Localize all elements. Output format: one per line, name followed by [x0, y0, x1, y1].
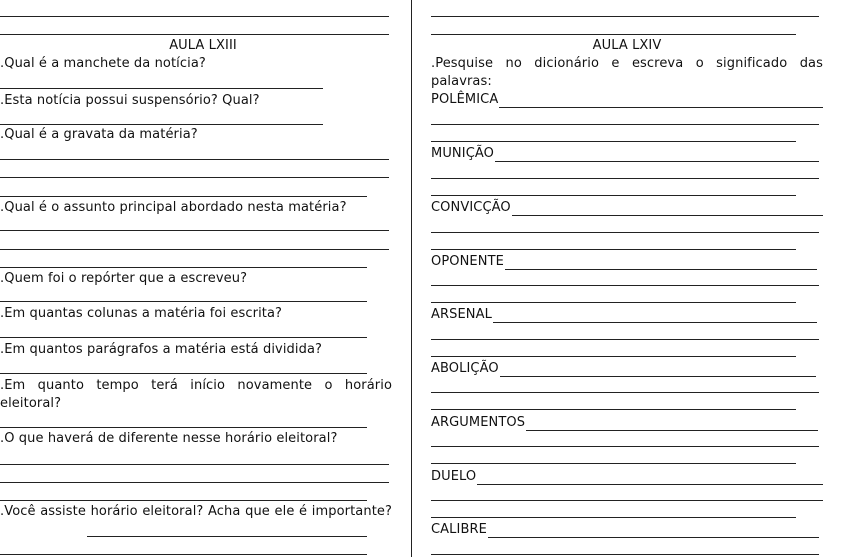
answer-line[interactable]: [431, 446, 819, 447]
question-text: .Você assiste horário eleitoral? Acha que ele é importante?: [0, 504, 392, 519]
lesson-title: AULA LXIII: [169, 38, 237, 53]
answer-line[interactable]: [431, 463, 796, 464]
answer-line[interactable]: [87, 536, 367, 537]
lesson-title: AULA LXIV: [592, 38, 662, 53]
vocabulary-entry[interactable]: [431, 467, 823, 485]
answer-line[interactable]: [431, 302, 796, 303]
answer-line[interactable]: [499, 95, 823, 108]
vocabulary-entry[interactable]: [431, 520, 819, 538]
vocabulary-entry[interactable]: [431, 144, 819, 162]
answer-line[interactable]: [0, 427, 367, 428]
answer-line[interactable]: [431, 500, 823, 501]
question-text: .O que haverá de diferente nesse horário eleitoral?: [0, 431, 338, 446]
answer-line[interactable]: [0, 249, 389, 250]
question-text: .Qual é a manchete da notícia?: [0, 56, 206, 71]
answer-line[interactable]: [0, 196, 367, 197]
instruction-text: .Pesquise no dicionário e escreva o significado das palavras:: [431, 56, 823, 89]
vocabulary-word: DUELO: [431, 469, 477, 484]
question-text: .Quem foi o repórter que a escreveu?: [0, 271, 248, 286]
answer-line[interactable]: [0, 177, 389, 178]
vocabulary-word: MUNIÇÃO: [431, 146, 494, 161]
vocabulary-word: CONVICÇÃO: [431, 200, 511, 215]
answer-line[interactable]: [0, 554, 367, 555]
answer-line[interactable]: [0, 267, 367, 268]
answer-line[interactable]: [0, 500, 367, 501]
vocabulary-word: ARGUMENTOS: [431, 415, 526, 430]
question-text: .Em quantas colunas a matéria foi escrita?: [0, 306, 283, 321]
answer-line[interactable]: [431, 124, 819, 125]
answer-line[interactable]: [431, 285, 819, 286]
answer-line[interactable]: [495, 149, 819, 162]
answer-line[interactable]: [493, 310, 817, 323]
answer-line[interactable]: [431, 141, 796, 142]
vocabulary-word: OPONENTE: [431, 254, 504, 269]
question-text: .Em quantos parágrafos a matéria está dividida?: [0, 342, 323, 357]
answer-line[interactable]: [431, 409, 796, 410]
answer-line[interactable]: [0, 482, 389, 483]
vocabulary-word: ABOLIÇÃO: [431, 361, 499, 376]
vocabulary-word: POLÊMICA: [431, 92, 499, 107]
answer-line[interactable]: [488, 525, 819, 538]
answer-line[interactable]: [526, 418, 818, 431]
answer-line[interactable]: [431, 392, 819, 393]
answer-line: [431, 34, 796, 35]
answer-line[interactable]: [0, 230, 389, 231]
answer-line: [0, 16, 389, 17]
answer-line[interactable]: [477, 472, 823, 485]
answer-line[interactable]: [0, 301, 367, 302]
question-text: .Esta notícia possui suspensório? Qual?: [0, 93, 260, 108]
answer-line[interactable]: [431, 339, 819, 340]
answer-line[interactable]: [512, 203, 823, 216]
answer-line[interactable]: [500, 364, 816, 377]
answer-line[interactable]: [431, 232, 819, 233]
answer-line[interactable]: [0, 337, 367, 338]
answer-line[interactable]: [431, 195, 796, 196]
answer-line[interactable]: [0, 159, 389, 160]
vocabulary-entry[interactable]: [431, 413, 818, 431]
vocabulary-entry[interactable]: [431, 90, 823, 108]
vocabulary-entry[interactable]: [431, 359, 816, 377]
vocabulary-entry[interactable]: [431, 305, 817, 323]
answer-line[interactable]: [431, 249, 796, 250]
answer-line: [0, 34, 389, 35]
vocabulary-word: ARSENAL: [431, 307, 492, 322]
answer-line[interactable]: [505, 257, 817, 270]
answer-line[interactable]: [431, 554, 819, 555]
answer-line[interactable]: [431, 356, 796, 357]
answer-line[interactable]: [0, 373, 367, 374]
column-divider: [411, 0, 412, 557]
answer-line[interactable]: [431, 517, 796, 518]
question-text: .Qual é o assunto principal abordado nesta matéria?: [0, 200, 347, 215]
vocabulary-entry[interactable]: [431, 198, 823, 216]
answer-line[interactable]: [431, 178, 819, 179]
vocabulary-entry[interactable]: [431, 252, 817, 270]
question-text: .Qual é a gravata da matéria?: [0, 127, 198, 142]
answer-line[interactable]: [0, 88, 323, 89]
answer-line[interactable]: [0, 124, 323, 125]
question-text: .Em quanto tempo terá início novamente o horário eleitoral?: [0, 378, 392, 411]
answer-line: [431, 16, 819, 17]
vocabulary-word: CALIBRE: [431, 522, 487, 537]
answer-line[interactable]: [0, 464, 389, 465]
